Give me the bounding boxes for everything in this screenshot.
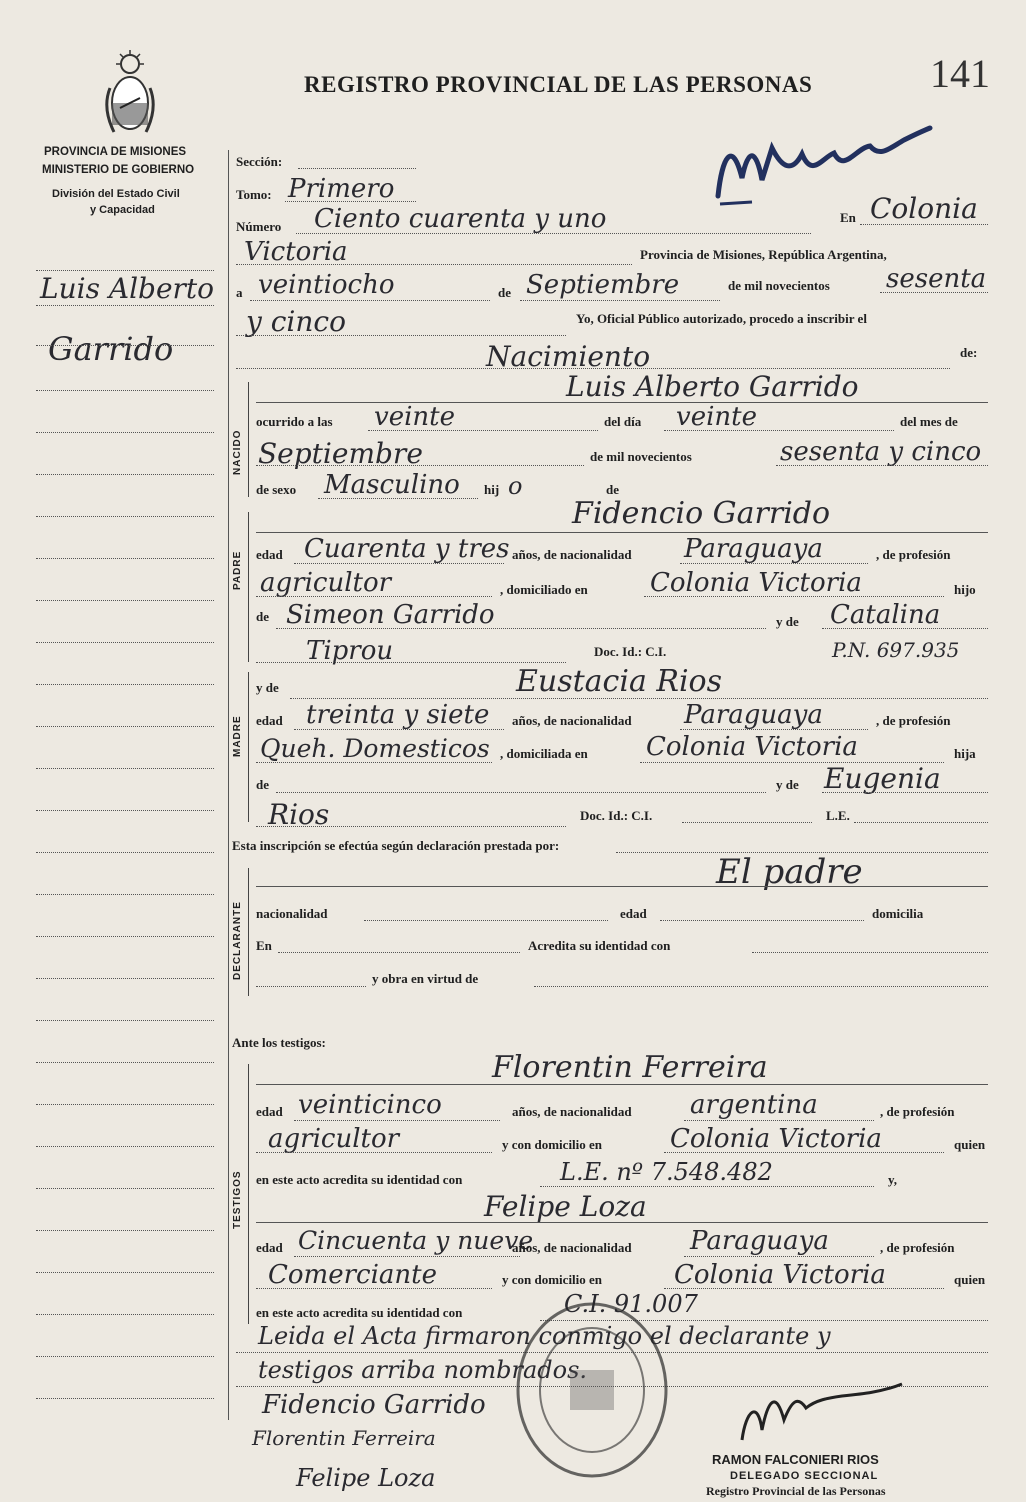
en-label: En xyxy=(840,210,856,225)
numero-value: Ciento cuarenta y uno xyxy=(314,204,607,234)
profesion-t1: , de profesión xyxy=(880,1104,955,1119)
org-line-3: División del Estado Civil xyxy=(52,188,180,200)
t1-dom: Colonia Victoria xyxy=(670,1124,882,1154)
y-de-label-1: y de xyxy=(776,614,799,629)
hijo-label: hijo xyxy=(954,582,976,597)
firma-testigo2: Felipe Loza xyxy=(296,1464,436,1492)
de-mil-label: de mil novecientos xyxy=(590,449,692,464)
de-label-3: de xyxy=(256,609,269,624)
declarante-value: El padre xyxy=(716,852,863,892)
page-title: REGISTRO PROVINCIAL DE LAS PERSONAS xyxy=(304,72,813,97)
anos-nac-p: años, de nacionalidad xyxy=(512,547,632,562)
abuelo-value: Simeon Garrido xyxy=(286,600,495,630)
edad-label-p: edad xyxy=(256,547,283,562)
t2-prof: Comerciante xyxy=(268,1260,437,1290)
padre-dom: Colonia Victoria xyxy=(650,568,862,598)
en-value: Colonia xyxy=(870,192,978,225)
anos-nac-t1: años, de nacionalidad xyxy=(512,1104,632,1119)
madre-prof: Queh. Domesticos xyxy=(260,734,490,763)
nacionalidad-label: nacionalidad xyxy=(256,906,328,921)
hija-label: hija xyxy=(954,746,976,761)
hij-label: hij xyxy=(484,482,500,497)
tomo-value: Primero xyxy=(288,174,395,204)
madre-edad: treinta y siete xyxy=(306,700,490,730)
madre-nac: Paraguaya xyxy=(684,700,823,730)
testigo1-nombre: Florentin Ferreira xyxy=(492,1050,768,1085)
official-org: Registro Provincial de las Personas xyxy=(706,1484,886,1498)
le-label-m: L.E. xyxy=(826,808,850,823)
mes2-value: Septiembre xyxy=(258,437,423,470)
anio-a-value: sesenta xyxy=(886,264,987,294)
victoria-value: Victoria xyxy=(244,237,348,267)
acredita-identidad-t1: en este acto acredita su identidad con xyxy=(256,1172,463,1187)
edad-label-t2: edad xyxy=(256,1240,283,1255)
t1-doc: L.E. nº 7.548.482 xyxy=(560,1158,773,1186)
padre-doc: P.N. 697.935 xyxy=(832,638,960,662)
anos-nac-t2: años, de nacionalidad xyxy=(512,1240,632,1255)
t2-dom: Colonia Victoria xyxy=(674,1260,886,1290)
edad-label-m: edad xyxy=(256,713,283,728)
page-number: 141 xyxy=(930,51,990,96)
dia2-value: veinte xyxy=(676,402,757,432)
profesion-m: , de profesión xyxy=(876,713,951,728)
form-left-border xyxy=(228,150,229,1420)
quien-t1: quien xyxy=(954,1137,986,1152)
seccion-label: Sección: xyxy=(236,154,283,169)
padre-nac: Paraguaya xyxy=(684,534,823,564)
anos-nac-m: años, de nacionalidad xyxy=(512,713,632,728)
official-seal xyxy=(512,1298,672,1482)
testigo2-nombre: Felipe Loza xyxy=(484,1190,647,1223)
nacido-nombre: Luis Alberto Garrido xyxy=(566,370,859,403)
acto-value: Nacimiento xyxy=(486,340,651,373)
madre-nombre: Eustacia Rios xyxy=(516,664,723,699)
edad-dec-label: edad xyxy=(620,906,647,921)
firma-padre: Fidencio Garrido xyxy=(262,1390,486,1420)
sidebar-name-surname: Garrido xyxy=(48,330,174,368)
numero-label: Número xyxy=(236,219,282,234)
doc-id-label-m: Doc. Id.: C.I. xyxy=(580,808,653,823)
anio2-value: sesenta y cinco xyxy=(780,437,982,467)
t1-edad: veinticinco xyxy=(298,1090,442,1120)
del-dia-label: del día xyxy=(604,414,642,429)
firma-testigo1: Florentin Ferreira xyxy=(252,1426,436,1450)
doc-id-label-p: Doc. Id.: C.I. xyxy=(594,644,667,659)
domicilia-label: domicilia xyxy=(872,906,924,921)
profesion-t2: , de profesión xyxy=(880,1240,955,1255)
madre-dom: Colonia Victoria xyxy=(646,732,858,762)
domiciliada-label: , domiciliada en xyxy=(500,746,588,761)
leida-line-2: testigos arriba nombrados. xyxy=(258,1356,588,1384)
quien-t2: quien xyxy=(954,1272,986,1287)
del-mes-label: del mes de xyxy=(900,414,958,429)
official-signature xyxy=(732,1370,912,1450)
abuela-m2-value: Rios xyxy=(268,798,330,831)
abuela-m-value: Eugenia xyxy=(824,762,941,795)
tomo-label: Tomo: xyxy=(236,187,272,202)
obra-label: y obra en virtud de xyxy=(372,971,479,986)
org-line-1: PROVINCIA DE MISIONES xyxy=(44,146,187,158)
edad-label-t1: edad xyxy=(256,1104,283,1119)
de-colon-label: de: xyxy=(960,345,978,360)
dia-value: veintiocho xyxy=(258,270,395,300)
t1-nac: argentina xyxy=(690,1090,818,1120)
declarante-tag: DECLARANTE xyxy=(232,901,243,981)
t2-nac: Paraguaya xyxy=(690,1226,829,1256)
ocurrido-label: ocurrido a las xyxy=(256,414,333,429)
nacido-tag: NACIDO xyxy=(232,429,243,475)
official-name: RAMON FALCONIERI RIOS xyxy=(712,1452,879,1467)
y-de-label-2: y de xyxy=(256,680,279,695)
madre-tag: MADRE xyxy=(232,715,243,757)
en-label-dec: En xyxy=(256,938,272,953)
testigos-tag: TESTIGOS xyxy=(232,1170,243,1230)
provincia-label: Provincia de Misiones, República Argentina, xyxy=(640,247,887,262)
ante-testigos-label: Ante los testigos: xyxy=(232,1035,326,1050)
de-sexo-label: de sexo xyxy=(256,482,297,497)
abuela2-value: Tiprou xyxy=(306,636,394,666)
abuela-value: Catalina xyxy=(830,600,941,630)
t2-doc: C.I. 91.007 xyxy=(564,1290,698,1318)
domiciliado-label: , domiciliado en xyxy=(500,582,588,597)
profesion-p: , de profesión xyxy=(876,547,951,562)
anio-b-value: y cinco xyxy=(246,305,346,338)
t2-edad: Cincuenta y nueve xyxy=(298,1226,534,1255)
hora-value: veinte xyxy=(374,402,455,432)
con-domicilio-t1: y con domicilio en xyxy=(502,1137,603,1152)
org-line-4: y Capacidad xyxy=(90,204,155,216)
de-label-1: de xyxy=(498,285,511,300)
de-label-4: de xyxy=(256,777,269,792)
yo-oficial-label: Yo, Oficial Público autorizado, procedo a inscribir el xyxy=(576,311,867,326)
hij-suffix: o xyxy=(508,472,523,500)
sexo-value: Masculino xyxy=(324,470,460,500)
padre-edad: Cuarenta y tres xyxy=(304,534,510,564)
acredita-identidad-t2: en este acto acredita su identidad con xyxy=(256,1305,463,1320)
y-comma-t1: y, xyxy=(888,1172,898,1187)
org-line-2: MINISTERIO DE GOBIERNO xyxy=(42,164,195,176)
declaracion-label: Esta inscripción se efectúa según declaración prestada por: xyxy=(232,838,560,853)
padre-prof: agricultor xyxy=(260,568,392,598)
coat-of-arms-icon xyxy=(100,48,160,140)
official-role: DELEGADO SECCIONAL xyxy=(730,1470,879,1482)
con-domicilio-t2: y con domicilio en xyxy=(502,1272,603,1287)
leida-line-1: Leida el Acta firmaron conmigo el declarante y xyxy=(258,1322,831,1350)
y-de-label-3: y de xyxy=(776,777,799,792)
a-label: a xyxy=(236,285,243,300)
padre-tag: PADRE xyxy=(232,550,243,590)
mes-value: Septiembre xyxy=(526,270,680,300)
sidebar-name-given: Luis Alberto xyxy=(40,272,215,305)
de-label-2: de xyxy=(606,482,619,497)
t1-prof: agricultor xyxy=(268,1124,400,1154)
acredita-label: Acredita su identidad con xyxy=(528,938,671,953)
mil-novecientos-label: de mil novecientos xyxy=(728,278,830,293)
padre-nombre: Fidencio Garrido xyxy=(572,496,831,531)
